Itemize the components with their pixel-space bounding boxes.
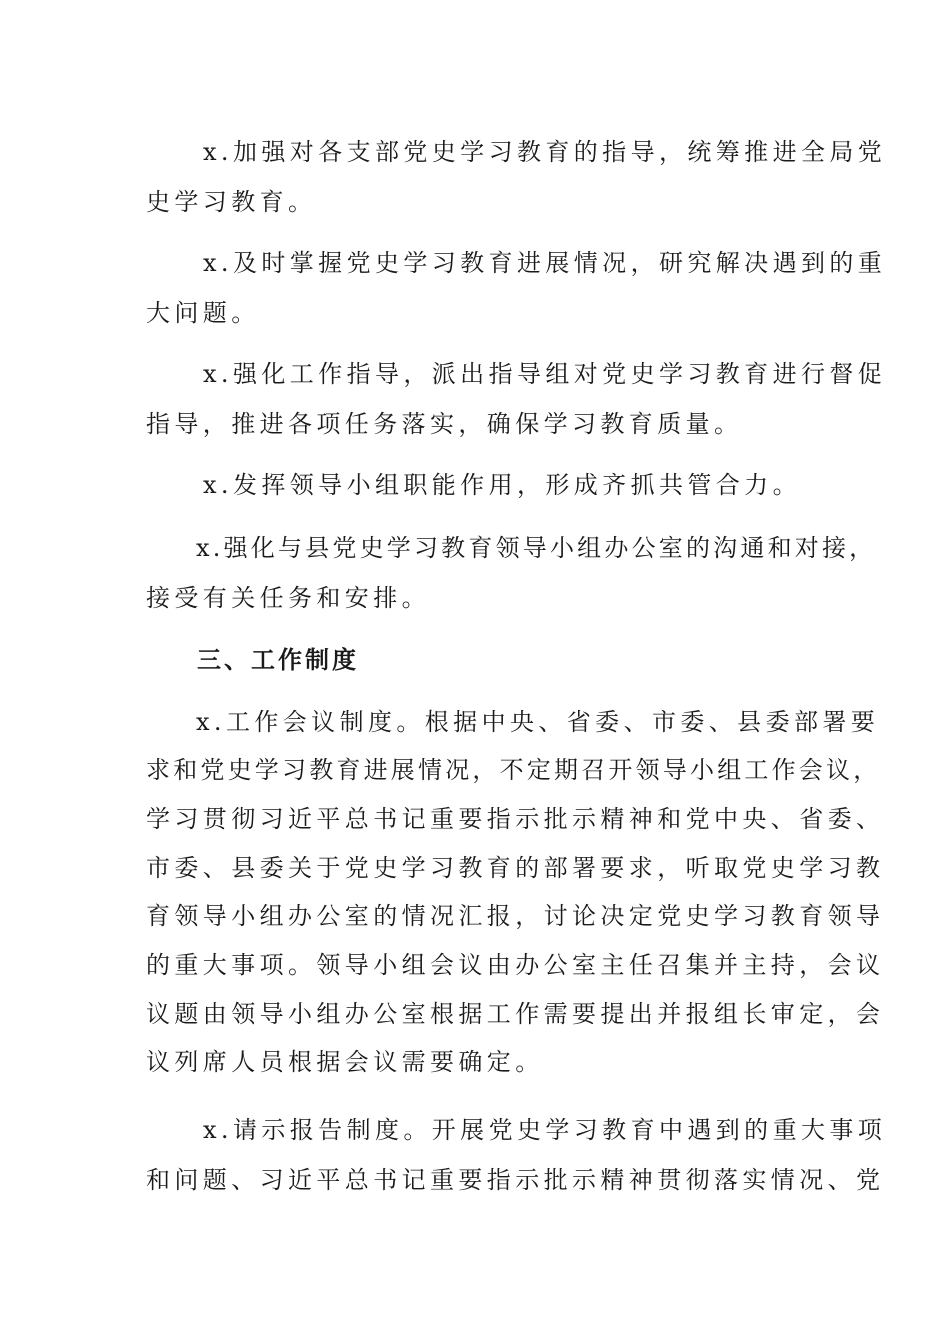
- section-paragraph-2-line-1: x.请示报告制度。开展党史学习教育中遇到的重大事项: [203, 1116, 887, 1144]
- paragraph-2-line-2: 大问题。: [146, 299, 260, 327]
- section-heading: 三、工作制度: [197, 646, 359, 674]
- paragraph-3-line-2: 指导，推进各项任务落实，确保学习教育质量。: [146, 410, 743, 438]
- section-paragraph-1-line-1: x.工作会议制度。根据中央、省委、市委、县委部署要: [196, 708, 880, 736]
- section-paragraph-1-line-7: 议题由领导小组办公室根据工作需要提出并报组长审定，会: [146, 1000, 885, 1028]
- section-paragraph-1-line-3: 学习贯彻习近平总书记重要指示批示精神和党中央、省委、: [146, 805, 885, 833]
- section-paragraph-1-line-4: 市委、县委关于党史学习教育的部署要求，听取党史学习教: [146, 854, 885, 882]
- section-paragraph-2-line-2: 和问题、习近平总书记重要指示批示精神贯彻落实情况、党: [146, 1166, 885, 1194]
- section-paragraph-1-line-6: 的重大事项。领导小组会议由办公室主任召集并主持，会议: [146, 951, 885, 979]
- section-paragraph-1-line-2: 求和党史学习教育进展情况，不定期召开领导小组工作会议，: [146, 756, 881, 784]
- paragraph-5-line-2: 接受有关任务和安排。: [146, 584, 430, 612]
- paragraph-1-line-2: 史学习教育。: [146, 188, 317, 216]
- paragraph-1-line-1: x.加强对各支部党史学习教育的指导，统筹推进全局党: [203, 138, 887, 166]
- section-paragraph-1-line-8: 议列席人员根据会议需要确定。: [146, 1048, 544, 1076]
- paragraph-5-line-1: x.强化与县党史学习教育领导小组办公室的沟通和对接，: [196, 534, 877, 562]
- paragraph-4-line-1: x.发挥领导小组职能作用，形成齐抓共管合力。: [203, 471, 801, 499]
- paragraph-3-line-1: x.强化工作指导，派出指导组对党史学习教育进行督促: [203, 360, 887, 388]
- paragraph-2-line-1: x.及时掌握党史学习教育进展情况，研究解决遇到的重: [203, 249, 887, 277]
- section-paragraph-1-line-5: 育领导小组办公室的情况汇报，讨论决定党史学习教育领导: [146, 902, 885, 930]
